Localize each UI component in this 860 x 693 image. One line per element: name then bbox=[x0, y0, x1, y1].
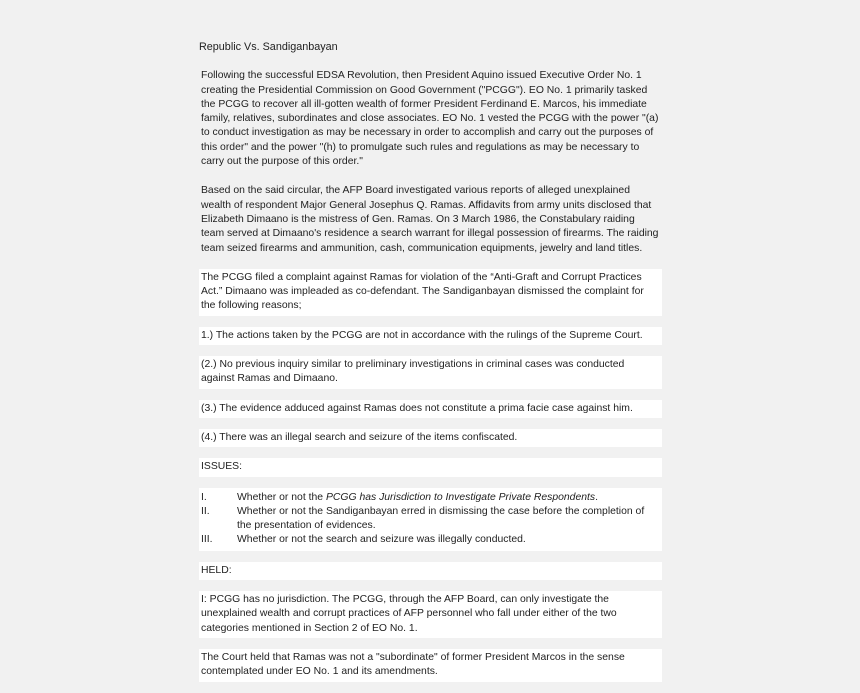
reason-3: (3.) The evidence adduced against Ramas does not constitute a prima facie case against him. bbox=[199, 400, 662, 418]
issue-item bbox=[201, 505, 660, 534]
paragraph-complaint: The PCGG filed a complaint against Ramas for violation of the “Anti-Graft and Corrupt Practices Act.” Dimaano was impleaded as co-defendant. The Sandiganbayan dismissed the complaint for the following reasons; bbox=[199, 269, 662, 316]
reason-2: (2.) No previous inquiry similar to preliminary investigations in criminal cases was conducted against Ramas and Dimaano. bbox=[199, 356, 662, 389]
issue-number: II. bbox=[201, 505, 210, 517]
paragraph-facts: Based on the said circular, the AFP Board investigated various reports of alleged unexplained wealth of respondent Major General Josephus Q. Ramas. Affidavits from army units disclosed that Elizabeth Dimaano is the mistress of Gen. Ramas. On 3 March 1986, the Constabulary raiding team served at Dimaano's residence a search warrant for illegal possession of firearms. The raiding team seized firearms and ammunition, cash, communication equipments, jewelry and land titles. bbox=[201, 185, 659, 254]
held-paragraph-1: I: PCGG has no jurisdiction. The PCGG, through the AFP Board, can only investigate the unexplained wealth and corrupt practices of AFP personnel who fall under either of the two categories mentioned in Section 2 of EO No. 1. bbox=[199, 591, 662, 638]
issue-number: I. bbox=[201, 491, 207, 503]
issues-list bbox=[199, 488, 662, 551]
issue-text: Whether or not the Sandiganbayan erred in dismissing the case before the completion of the presentation of evidences. bbox=[237, 505, 645, 532]
issue-text bbox=[237, 491, 660, 505]
issue-item bbox=[201, 533, 660, 547]
document-page bbox=[199, 40, 662, 693]
held-paragraph-2: The Court held that Ramas was not a "subordinate" of former President Marcos in the sense contemplated under EO No. 1 and its amendments. bbox=[199, 649, 662, 682]
reason-4: (4.) There was an illegal search and seizure of the items confiscated. bbox=[199, 429, 662, 447]
issue-item bbox=[201, 491, 660, 505]
issue-text-italic: PCGG has Jurisdiction to Investigate Private Respondents bbox=[325, 491, 596, 503]
held-heading: HELD: bbox=[199, 562, 662, 580]
issue-number: III. bbox=[201, 534, 213, 546]
issue-text: Whether or not the search and seizure was illegally conducted. bbox=[237, 534, 526, 546]
issues-heading: ISSUES: bbox=[199, 458, 662, 476]
issue-text-suffix: . bbox=[595, 491, 598, 503]
document-title: Republic Vs. Sandiganbayan bbox=[199, 41, 338, 53]
issue-text-prefix: Whether or not the bbox=[237, 491, 326, 503]
reason-1: 1.) The actions taken by the PCGG are not in accordance with the rulings of the Supreme Court. bbox=[199, 327, 662, 345]
paragraph-background: Following the successful EDSA Revolution, then President Aquino issued Executive Order No. 1 creating the Presidential Commission on Good Government ("PCGG"). EO No. 1 primarily tasked the PCGG to recover all ill-gotten wealth of former President Ferdinand E. Marcos, his immediate family, relatives, subordinates and close associates. EO No. 1 vested the PCGG with the power "(a) to conduct investigation as may be necessary in order to accomplish and carry out the purposes of this order" and the power "(h) to promulgate such rules and regulations as may be necessary to carry out the purpose of this order." bbox=[201, 70, 659, 168]
